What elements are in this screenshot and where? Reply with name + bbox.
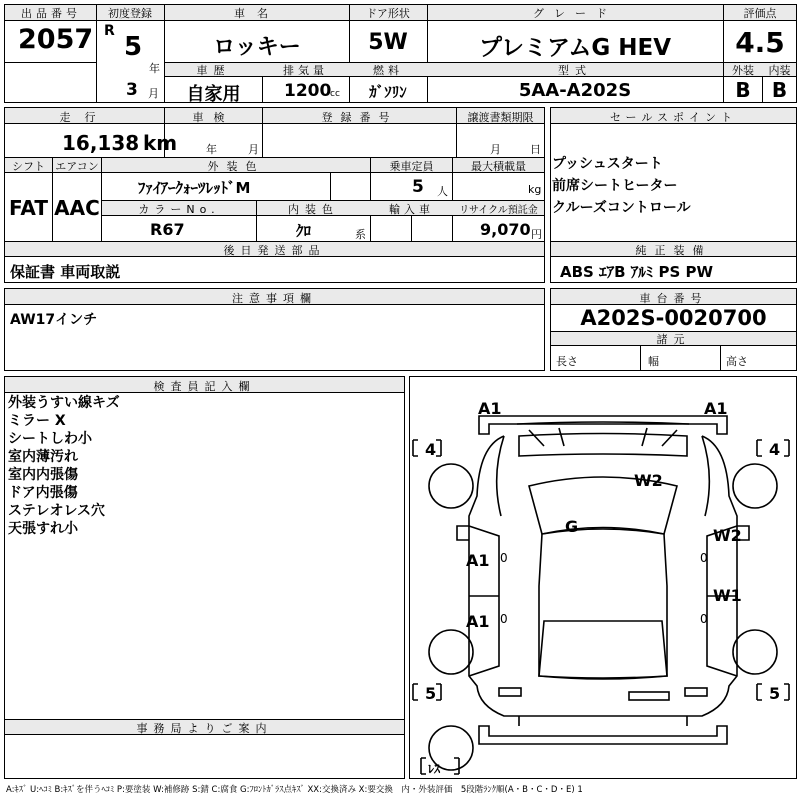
era: R [104, 23, 115, 39]
spec-height: 高さ [726, 355, 748, 368]
inspector-label: 検査員記入欄 [153, 380, 256, 393]
interior-unit: 系 [355, 228, 366, 241]
sales-point-1: プッシュスタート [552, 156, 663, 172]
load-label: 最大積載量 [471, 160, 526, 173]
lot-no: 2057 [18, 24, 94, 55]
month-unit: 月 [148, 87, 159, 100]
rear-bumper [479, 726, 727, 744]
wheel-front-right [733, 464, 777, 508]
history-label: 車歴 [196, 64, 231, 77]
car-diagram [409, 376, 797, 779]
year-unit: 年 [149, 62, 160, 75]
note-2: ミラー X [8, 413, 66, 429]
wheel-rear-left [429, 630, 473, 674]
tire-rear-right: 5 [769, 684, 781, 703]
capacity-unit: 人 [437, 185, 448, 198]
damage-w2-right: W2 [713, 526, 742, 545]
legend: A:ｷｽﾞ U:ﾍｺﾐ B:ｷｽﾞを伴うﾍｺﾐ P:要塗装 W:補修跡 S:錆 C:腐食 G:ﾌﾛﾝﾄｶﾞﾗｽ点ｷｽﾞ XX:交換済み X:要交換 内・外装評価 5段階ﾗﾝｸ順(A・B・C・D・E) 1 [6, 785, 583, 795]
note-7: ステレオレス穴 [8, 503, 106, 519]
recycle-unit: 円 [531, 228, 542, 241]
note-3: シートしわ小 [8, 431, 92, 447]
chassis-label: 車台番号 [639, 292, 708, 305]
inspector-notes [8, 394, 120, 538]
tire-rear-left: 5 [425, 684, 437, 703]
history: 自家用 [186, 84, 241, 105]
capacity: 5 [412, 177, 424, 197]
damage-a1-left-front: A1 [466, 551, 490, 570]
body-outline [469, 436, 737, 716]
score-label: 評価点 [743, 7, 777, 20]
car-name: ロッキー [213, 35, 301, 60]
exterior-color: ﾌｧｲｱｰｸｫｰﾂﾚｯﾄﾞM [138, 179, 251, 197]
caution-label: 注意事項欄 [232, 292, 317, 305]
insp-month-unit: 月 [248, 143, 259, 156]
wheel-front-left [429, 464, 473, 508]
insp-year-unit: 年 [206, 143, 217, 156]
front-bumper [479, 416, 727, 434]
office-label: 事務局よりご案内 [136, 722, 273, 735]
car-name-label: 車名 [234, 7, 280, 20]
first-reg-label: 初度登録 [108, 7, 152, 20]
transfer-month: 月 [490, 143, 501, 156]
int-grade: B [771, 78, 788, 102]
import-label: 輸入車 [389, 203, 434, 216]
reg-month: 3 [126, 80, 138, 100]
displacement: 1200 [284, 81, 332, 101]
ac-label: エアコン [55, 160, 99, 173]
door-label: ドア形状 [366, 7, 410, 20]
spec-width: 幅 [648, 355, 659, 368]
ac: AAC [54, 196, 100, 220]
zero-left-rear: 0 [500, 612, 508, 626]
mileage: 16,138 [62, 131, 140, 155]
zero-left-front: 0 [500, 551, 508, 565]
caution-text: AW17インチ [10, 312, 98, 328]
color-no-label: カラーNo. [138, 203, 220, 216]
fuel-label: 燃料 [373, 64, 403, 77]
mileage-unit: km [143, 131, 178, 155]
color-label: 外装色 [207, 160, 265, 173]
grade: プレミアムG HEV [478, 35, 672, 61]
spec-label: 諸元 [656, 333, 691, 346]
grade-label: グレード [533, 7, 617, 20]
tire-front-right: 4 [769, 440, 781, 459]
sales-point-2: 前席シートヒーター [552, 178, 678, 194]
capacity-label: 乗車定員 [389, 160, 434, 173]
damage-a1-left-rear: A1 [466, 612, 490, 631]
damage-a1-front-right: A1 [704, 399, 728, 418]
inspection-label: 車検 [192, 111, 235, 124]
note-5: 室内内張傷 [8, 467, 78, 483]
equipment: ABS ｴｱB ｱﾙﾐ PS PW [560, 263, 714, 281]
rear-window [539, 621, 667, 679]
model: 5AA-A202S [518, 80, 632, 101]
note-6: ドア内張傷 [8, 485, 78, 501]
spare-tire: ﾚｽ [428, 762, 441, 776]
mileage-label: 走行 [59, 111, 110, 124]
color-no: R67 [150, 220, 185, 239]
score: 4.5 [735, 26, 785, 59]
transfer-label: 譲渡書類期限 [467, 111, 534, 124]
recycle: 9,070 [480, 220, 531, 239]
sales-points-label: セールスポイント [609, 111, 737, 124]
damage-g-glass: G [565, 517, 579, 536]
wheel-rear-right [733, 630, 777, 674]
later-parts: 保証書 車両取説 [10, 263, 121, 281]
shift-label: シフト [12, 160, 45, 173]
reg-year: 5 [124, 32, 143, 62]
spec-length: 長さ [556, 355, 578, 368]
later-parts-label: 後日発送部品 [223, 244, 326, 257]
model-label: 型式 [558, 64, 592, 77]
damage-w2-hood: W2 [634, 471, 663, 490]
door-type: 5W [368, 30, 408, 55]
note-8: 天張すれ小 [8, 521, 78, 537]
transfer-day: 日 [530, 143, 541, 156]
damage-a1-front-left: A1 [478, 399, 502, 418]
shift: FAT [9, 196, 48, 220]
damage-w1-right: W1 [713, 586, 742, 605]
note-1: 外装うすい線キズ [8, 395, 120, 411]
chassis-number: A202S-0020700 [580, 306, 767, 330]
hood [519, 434, 687, 457]
interior-color: ｸﾛ [296, 222, 312, 240]
displacement-unit: cc [330, 89, 340, 99]
zero-right-rear: 0 [700, 612, 708, 626]
ext-label: 外装 [732, 64, 754, 77]
int-label: 内装 [768, 64, 791, 77]
roof [539, 529, 667, 678]
reg-no-label: 登録番号 [321, 111, 398, 124]
load-unit: kg [528, 183, 542, 196]
interior-label: 内装色 [288, 203, 339, 216]
recycle-label: リサイクル預託金 [459, 205, 538, 216]
displacement-label: 排気量 [283, 64, 328, 77]
lot-no-label: 出品番号 [21, 7, 81, 20]
fuel: ｶﾞｿﾘﾝ [369, 83, 407, 101]
sales-point-3: クルーズコントロール [552, 200, 691, 216]
equipment-label: 純正装備 [635, 244, 712, 257]
ext-grade: B [735, 78, 751, 102]
note-4: 室内薄汚れ [8, 449, 78, 465]
zero-right-front: 0 [700, 551, 708, 565]
tire-front-left: 4 [425, 440, 437, 459]
